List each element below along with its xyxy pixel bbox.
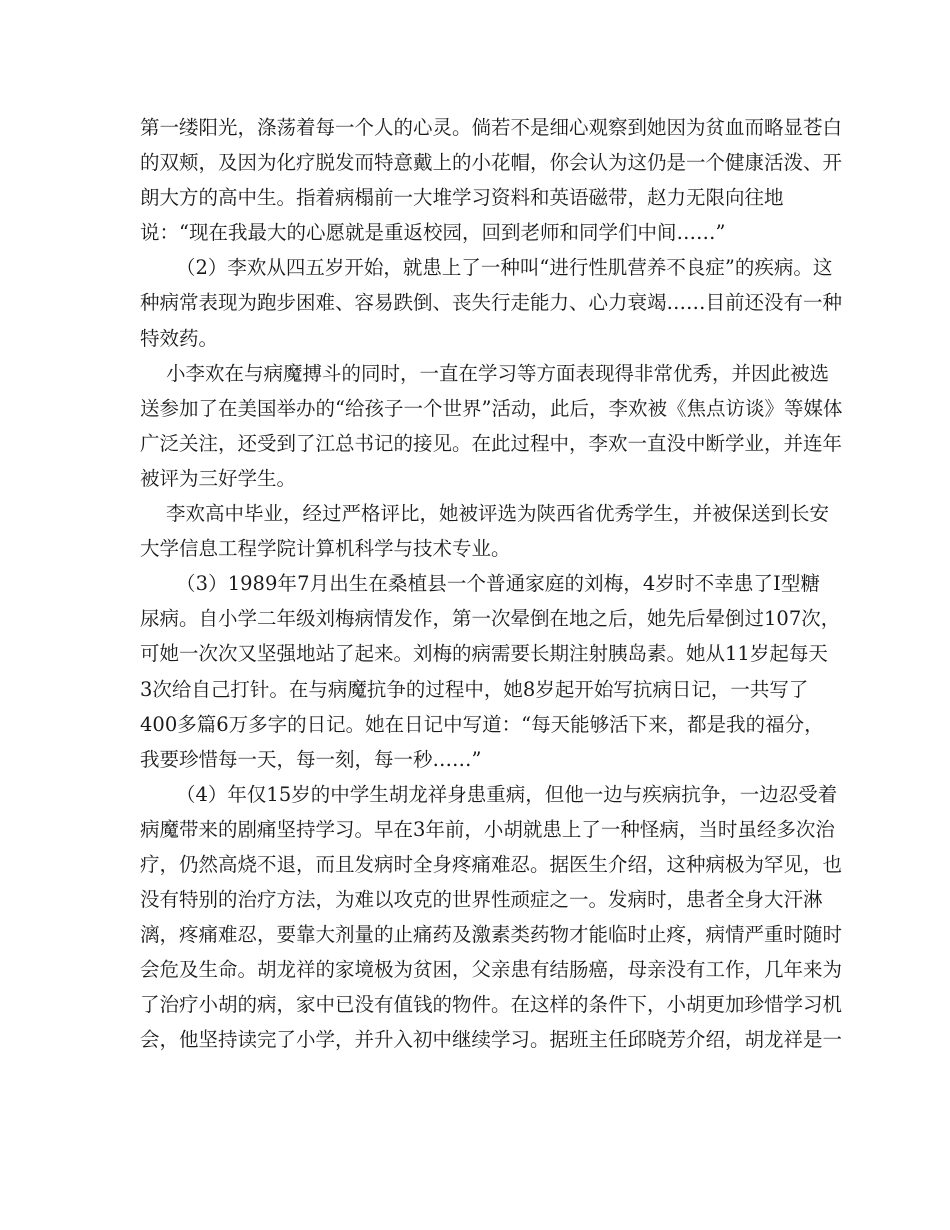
text-line: 李欢高中毕业，经过严格评比，她被评选为陕西省优秀学生，并被保送到长安 xyxy=(166,502,830,526)
paragraph xyxy=(140,777,843,1058)
paragraph xyxy=(140,356,843,496)
text-line: 会危及生命。胡龙祥的家境极为贫困，父亲患有结肠癌，母亲没有工作，几年来为 xyxy=(140,958,843,982)
text-line: 漓，疼痛难忍，要靠大剂量的止痛药及激素类药物才能临时止疼，病情严重时随时 xyxy=(140,923,843,947)
text-line: 小李欢在与病魔搏斗的同时，一直在学习等方面表现得非常优秀，并因此被选 xyxy=(166,361,830,385)
text-line: 大学信息工程学院计算机科学与技术专业。 xyxy=(140,537,511,561)
text-line: 没有特别的治疗方法，为难以攻克的世界性顽症之一。发病时，患者全身大汗淋 xyxy=(140,888,823,912)
text-line: 送参加了在美国举办的“给孩子一个世界”活动，此后，李欢被《焦点访谈》等媒体 xyxy=(140,396,843,420)
text-line: 可她一次次又坚强地站了起来。刘梅的病需要长期注射胰岛素。她从11岁起每天 xyxy=(140,642,828,666)
text-line: 被评为三好学生。 xyxy=(140,466,297,490)
text-line: （3）1989年7月出生在桑植县一个普通家庭的刘梅，4岁时不幸患了Ⅰ型糖 xyxy=(176,572,820,596)
text-line: 尿病。自小学二年级刘梅病情发作，第一次晕倒在地之后，她先后晕倒过107次， xyxy=(140,607,841,631)
text-line: 疗，仍然高烧不退，而且发病时全身疼痛难忍。据医生介绍，这种病极为罕见，也 xyxy=(140,852,843,876)
document-body xyxy=(140,110,843,1058)
paragraph xyxy=(140,250,843,355)
text-line: （4）年仅15岁的中学生胡龙祥身患重病，但他一边与疾病抗争，一边忍受着 xyxy=(176,782,838,806)
text-line: 广泛关注，还受到了江总书记的接见。在此过程中，李欢一直没中断学业，并连年 xyxy=(140,431,843,455)
text-line: 了治疗小胡的病，家中已没有值钱的物件。在这样的条件下，小胡更加珍惜学习机 xyxy=(140,993,843,1017)
text-line: 我要珍惜每一天，每一刻，每一秒……” xyxy=(140,747,482,771)
text-line: 种病常表现为跑步困难、容易跌倒、丧失行走能力、心力衰竭……目前还没有一种 xyxy=(140,291,843,315)
text-line: 会，他坚持读完了小学，并升入初中继续学习。据班主任邱晓芳介绍，胡龙祥是一 xyxy=(140,1028,843,1052)
paragraph xyxy=(140,566,841,777)
paragraph xyxy=(140,496,830,566)
text-line: 特效药。 xyxy=(140,326,219,350)
text-line: 病魔带来的剧痛坚持学习。早在3年前，小胡就患上了一种怪病，当时虽经多次治 xyxy=(140,817,835,841)
text-line: 3次给自己打针。在与病魔抗争的过程中，她8岁起开始写抗病日记，一共写了 xyxy=(140,677,809,701)
text-line: 的双颊，及因为化疗脱发而特意戴上的小花帽，你会认为这仍是一个健康活泼、开 xyxy=(140,151,843,175)
text-line: 第一缕阳光，涤荡着每一个人的心灵。倘若不是细心观察到她因为贫血而略显苍白 xyxy=(140,116,843,139)
text-line: 朗大方的高中生。指着病榻前一大堆学习资料和英语磁带，赵力无限向往地 xyxy=(140,186,784,210)
text-line: 400多篇6万多字的日记。她在日记中写道：“每天能够活下来，都是我的福分， xyxy=(140,712,824,736)
text-line: 说：“现在我最大的心愿就是重返校园，回到老师和同学们中间……” xyxy=(140,221,726,245)
paragraph xyxy=(140,110,843,250)
text-line: （2）李欢从四五岁开始，就患上了一种叫“进行性肌营养不良症”的疾病。这 xyxy=(176,256,833,280)
